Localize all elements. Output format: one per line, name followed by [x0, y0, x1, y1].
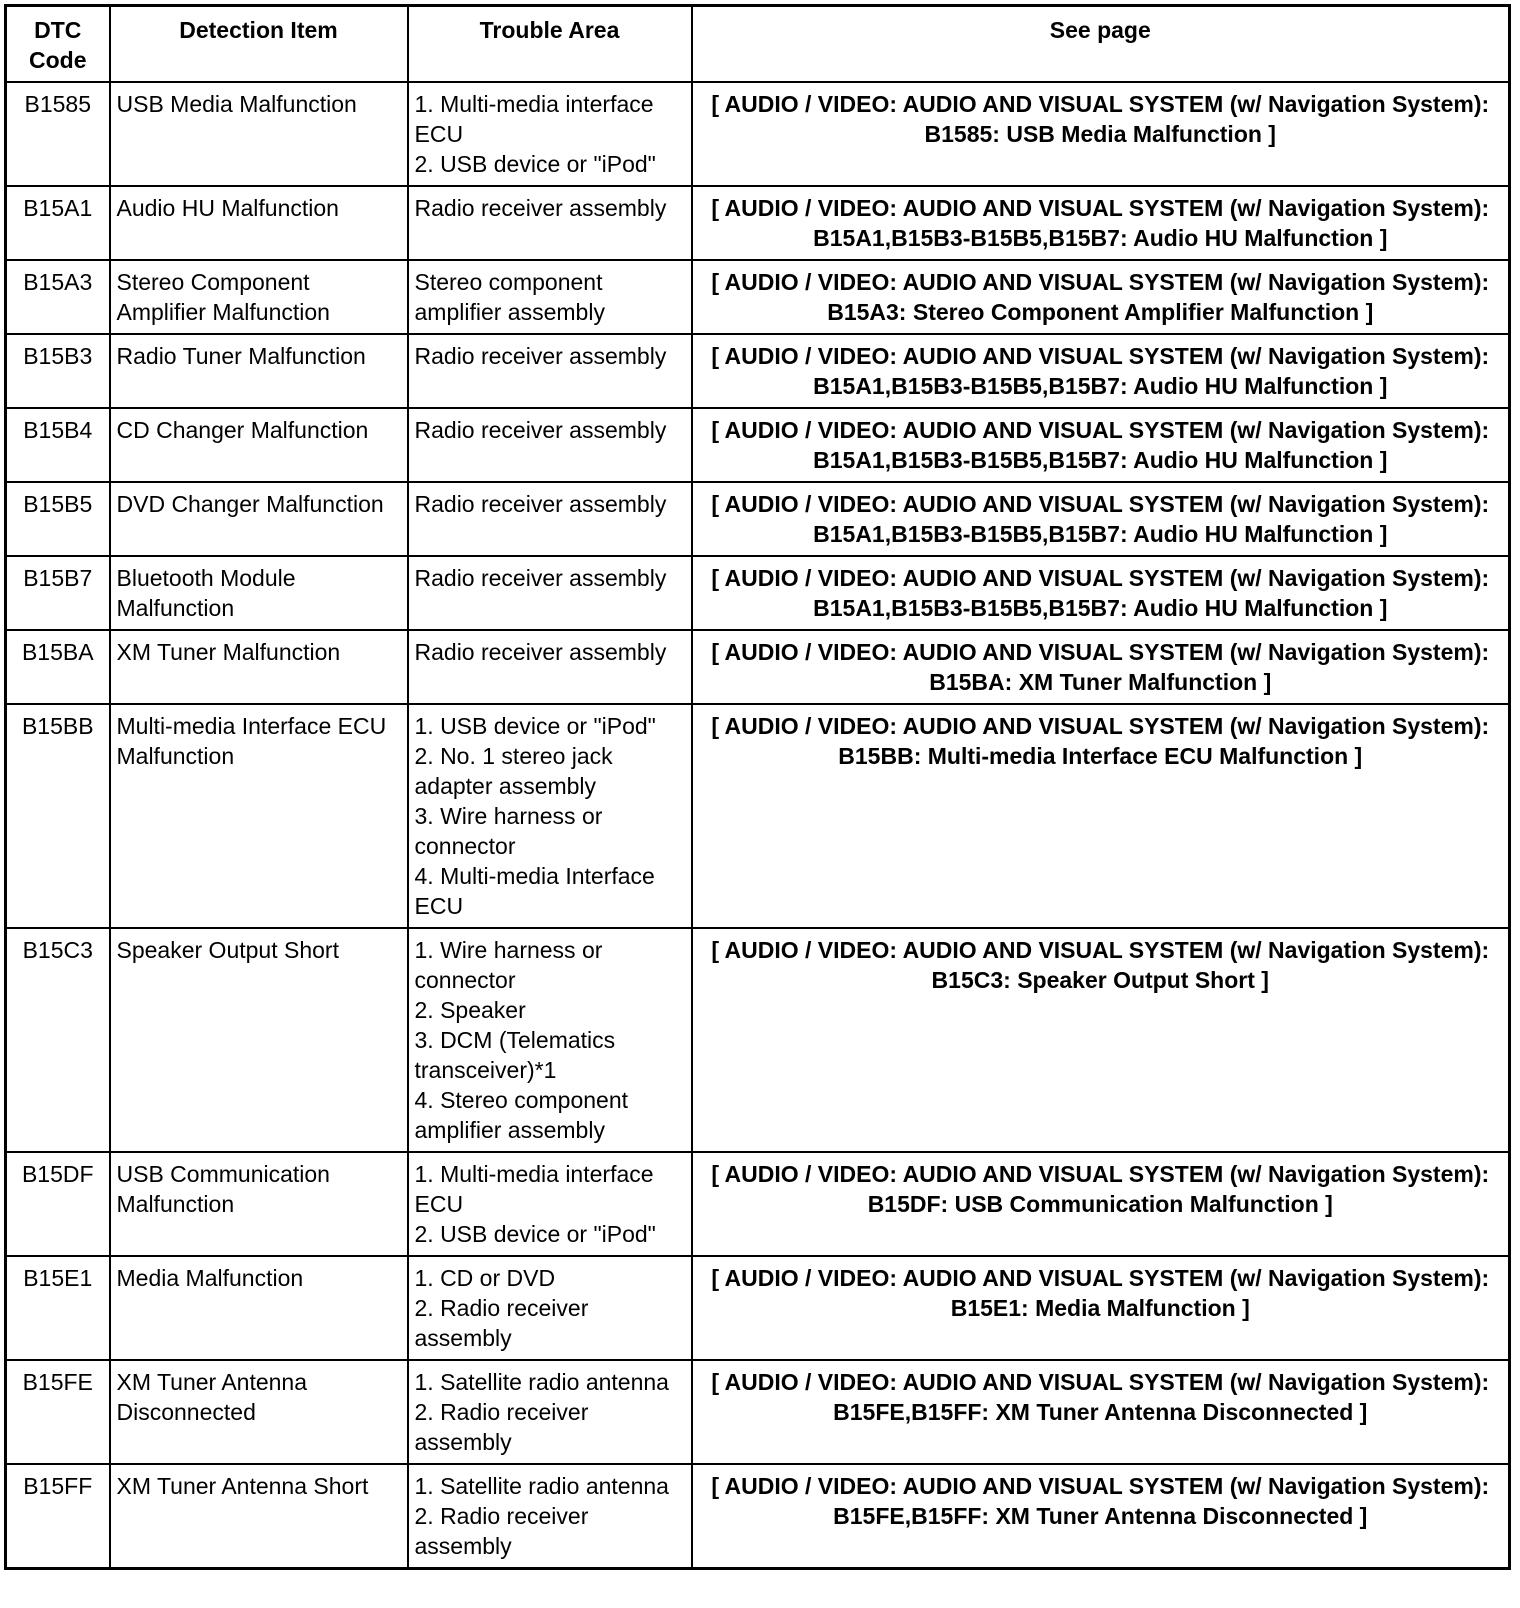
- table-row: [6, 82, 1510, 186]
- see-page-link[interactable]: [ AUDIO / VIDEO: AUDIO AND VISUAL SYSTEM (w/ Navigation System): B15DF: USB Communication Malfunction ]: [692, 1152, 1510, 1256]
- trouble-area-item: 3. DCM (Telematics transceiver)*1: [414, 1027, 616, 1083]
- detection-item-cell: Multi-media Interface ECU Malfunction: [110, 704, 408, 928]
- detection-item-cell: Stereo Component Amplifier Malfunction: [110, 260, 408, 334]
- trouble-area-cell: [408, 334, 692, 408]
- table-row: [6, 1152, 1510, 1256]
- header-dtc-code: DTC Code: [6, 6, 110, 83]
- trouble-area-item: 3. Wire harness or connector: [414, 803, 603, 859]
- table-row: [6, 928, 1510, 1152]
- trouble-area-cell: [408, 1256, 692, 1360]
- see-page-link[interactable]: [ AUDIO / VIDEO: AUDIO AND VISUAL SYSTEM (w/ Navigation System): B1585: USB Media Malfunction ]: [692, 82, 1510, 186]
- see-page-link[interactable]: [ AUDIO / VIDEO: AUDIO AND VISUAL SYSTEM (w/ Navigation System): B15A3: Stereo Component Amplifier Malfunction ]: [692, 260, 1510, 334]
- detection-item-cell: CD Changer Malfunction: [110, 408, 408, 482]
- trouble-area-item: 1. USB device or "iPod": [414, 713, 656, 739]
- trouble-area-item: 1. CD or DVD: [414, 1265, 556, 1291]
- detection-item-cell: USB Communication Malfunction: [110, 1152, 408, 1256]
- see-page-link[interactable]: [ AUDIO / VIDEO: AUDIO AND VISUAL SYSTEM (w/ Navigation System): B15A1,B15B3-B15B5,B15B7: Audio HU Malfunction ]: [692, 186, 1510, 260]
- trouble-area-item: 1. Satellite radio antenna: [414, 1473, 669, 1499]
- dtc-code-cell: B15BA: [6, 630, 110, 704]
- trouble-area-cell: [408, 704, 692, 928]
- trouble-area-item: Radio receiver assembly: [414, 343, 667, 369]
- trouble-area-cell: [408, 82, 692, 186]
- detection-item-cell: XM Tuner Antenna Disconnected: [110, 1360, 408, 1464]
- trouble-area-item: Radio receiver assembly: [414, 417, 667, 443]
- table-row: [6, 1464, 1510, 1569]
- trouble-area-item: 2. No. 1 stereo jack adapter assembly: [414, 743, 613, 799]
- trouble-area-cell: [408, 1360, 692, 1464]
- dtc-code-cell: B15FF: [6, 1464, 110, 1569]
- trouble-area-item: 2. Radio receiver assembly: [414, 1503, 589, 1559]
- dtc-code-cell: B15B3: [6, 334, 110, 408]
- dtc-code-cell: B15FE: [6, 1360, 110, 1464]
- trouble-area-cell: [408, 260, 692, 334]
- trouble-area-cell: [408, 1152, 692, 1256]
- see-page-link[interactable]: [ AUDIO / VIDEO: AUDIO AND VISUAL SYSTEM (w/ Navigation System): B15BA: XM Tuner Malfunction ]: [692, 630, 1510, 704]
- header-row: [6, 6, 1510, 83]
- trouble-area-item: 2. Radio receiver assembly: [414, 1295, 589, 1351]
- trouble-area-item: 2. USB device or "iPod": [414, 151, 656, 177]
- dtc-code-cell: B15B7: [6, 556, 110, 630]
- table-row: [6, 408, 1510, 482]
- trouble-area-item: 1. Wire harness or connector: [414, 937, 603, 993]
- trouble-area-cell: [408, 186, 692, 260]
- dtc-code-cell: B15E1: [6, 1256, 110, 1360]
- dtc-code-cell: B15B4: [6, 408, 110, 482]
- detection-item-cell: XM Tuner Malfunction: [110, 630, 408, 704]
- table-row: [6, 1256, 1510, 1360]
- see-page-link[interactable]: [ AUDIO / VIDEO: AUDIO AND VISUAL SYSTEM (w/ Navigation System): B15A1,B15B3-B15B5,B15B7: Audio HU Malfunction ]: [692, 408, 1510, 482]
- detection-item-cell: USB Media Malfunction: [110, 82, 408, 186]
- detection-item-cell: XM Tuner Antenna Short: [110, 1464, 408, 1569]
- see-page-link[interactable]: [ AUDIO / VIDEO: AUDIO AND VISUAL SYSTEM (w/ Navigation System): B15E1: Media Malfunction ]: [692, 1256, 1510, 1360]
- trouble-area-item: 2. USB device or "iPod": [414, 1221, 656, 1247]
- dtc-code-cell: B15C3: [6, 928, 110, 1152]
- detection-item-cell: Bluetooth Module Malfunction: [110, 556, 408, 630]
- dtc-code-cell: B15A1: [6, 186, 110, 260]
- dtc-table: [4, 4, 1511, 1570]
- see-page-link[interactable]: [ AUDIO / VIDEO: AUDIO AND VISUAL SYSTEM (w/ Navigation System): B15BB: Multi-media Interface ECU Malfunction ]: [692, 704, 1510, 928]
- detection-item-cell: Radio Tuner Malfunction: [110, 334, 408, 408]
- table-row: [6, 260, 1510, 334]
- dtc-table-container: [4, 4, 1508, 1570]
- trouble-area-item: 1. Multi-media interface ECU: [414, 1161, 654, 1217]
- trouble-area-item: 2. Radio receiver assembly: [414, 1399, 589, 1455]
- trouble-area-item: 1. Satellite radio antenna: [414, 1369, 669, 1395]
- trouble-area-cell: [408, 928, 692, 1152]
- dtc-code-cell: B15DF: [6, 1152, 110, 1256]
- dtc-code-cell: B1585: [6, 82, 110, 186]
- see-page-link[interactable]: [ AUDIO / VIDEO: AUDIO AND VISUAL SYSTEM (w/ Navigation System): B15A1,B15B3-B15B5,B15B7: Audio HU Malfunction ]: [692, 334, 1510, 408]
- trouble-area-cell: [408, 556, 692, 630]
- dtc-code-cell: B15A3: [6, 260, 110, 334]
- see-page-link[interactable]: [ AUDIO / VIDEO: AUDIO AND VISUAL SYSTEM (w/ Navigation System): B15FE,B15FF: XM Tuner Antenna Disconnected ]: [692, 1464, 1510, 1569]
- trouble-area-item: 2. Speaker: [414, 997, 526, 1023]
- trouble-area-cell: [408, 1464, 692, 1569]
- table-row: [6, 630, 1510, 704]
- table-row: [6, 1360, 1510, 1464]
- see-page-link[interactable]: [ AUDIO / VIDEO: AUDIO AND VISUAL SYSTEM (w/ Navigation System): B15A1,B15B3-B15B5,B15B7: Audio HU Malfunction ]: [692, 482, 1510, 556]
- header-see-page: See page: [692, 6, 1510, 83]
- see-page-link[interactable]: [ AUDIO / VIDEO: AUDIO AND VISUAL SYSTEM (w/ Navigation System): B15C3: Speaker Output Short ]: [692, 928, 1510, 1152]
- detection-item-cell: Audio HU Malfunction: [110, 186, 408, 260]
- header-trouble-area: Trouble Area: [408, 6, 692, 83]
- trouble-area-cell: [408, 630, 692, 704]
- detection-item-cell: DVD Changer Malfunction: [110, 482, 408, 556]
- header-detection-item: Detection Item: [110, 6, 408, 83]
- dtc-code-cell: B15BB: [6, 704, 110, 928]
- table-row: [6, 556, 1510, 630]
- table-row: [6, 186, 1510, 260]
- trouble-area-item: 4. Stereo component amplifier assembly: [414, 1087, 629, 1143]
- see-page-link[interactable]: [ AUDIO / VIDEO: AUDIO AND VISUAL SYSTEM (w/ Navigation System): B15A1,B15B3-B15B5,B15B7: Audio HU Malfunction ]: [692, 556, 1510, 630]
- table-row: [6, 704, 1510, 928]
- trouble-area-item: Radio receiver assembly: [414, 565, 667, 591]
- trouble-area-item: 1. Multi-media interface ECU: [414, 91, 654, 147]
- trouble-area-item: 4. Multi-media Interface ECU: [414, 863, 655, 919]
- dtc-code-cell: B15B5: [6, 482, 110, 556]
- trouble-area-item: Stereo component amplifier assembly: [414, 269, 605, 325]
- trouble-area-item: Radio receiver assembly: [414, 491, 667, 517]
- table-row: [6, 482, 1510, 556]
- table-row: [6, 334, 1510, 408]
- table-body: [6, 82, 1510, 1569]
- trouble-area-cell: [408, 408, 692, 482]
- detection-item-cell: Media Malfunction: [110, 1256, 408, 1360]
- detection-item-cell: Speaker Output Short: [110, 928, 408, 1152]
- table-header: [6, 6, 1510, 83]
- trouble-area-item: Radio receiver assembly: [414, 195, 667, 221]
- trouble-area-item: Radio receiver assembly: [414, 639, 667, 665]
- trouble-area-cell: [408, 482, 692, 556]
- see-page-link[interactable]: [ AUDIO / VIDEO: AUDIO AND VISUAL SYSTEM (w/ Navigation System): B15FE,B15FF: XM Tuner Antenna Disconnected ]: [692, 1360, 1510, 1464]
